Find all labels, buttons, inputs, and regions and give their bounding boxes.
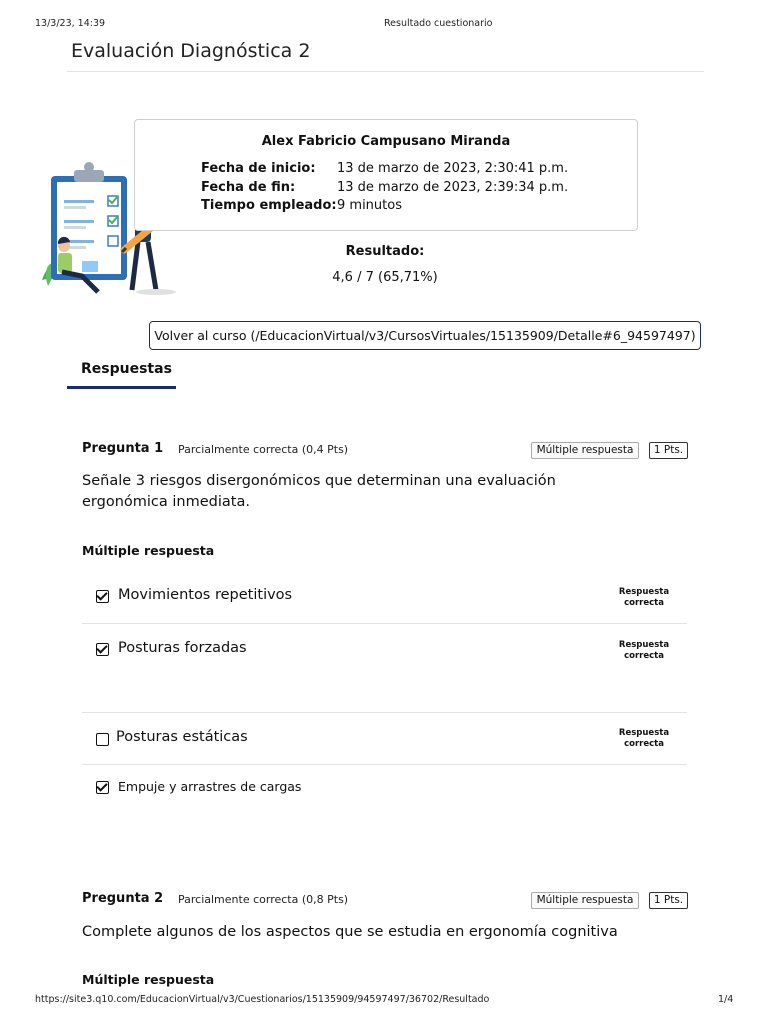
print-page-count: 1/4: [718, 994, 734, 1005]
question-1-number: Pregunta 1: [82, 441, 164, 456]
tab-respuestas[interactable]: [67, 358, 176, 387]
question-2-answer-type: Múltiple respuesta: [82, 972, 215, 987]
answer-option-text: Movimientos repetitivos: [118, 587, 293, 603]
result-value: 4,6 / 7 (65,71%): [332, 270, 438, 285]
print-url: https://site3.q10.com/EducacionVirtual/v3/Cuestionarios/15135909/94597497/36702/Resultado: [35, 994, 490, 1005]
result-label: Resultado:: [345, 244, 425, 259]
checkbox-checked-icon[interactable]: [96, 781, 109, 794]
time-spent-value: 9 minutos: [337, 198, 402, 213]
back-to-course-button[interactable]: Volver al curso (/EducacionVirtual/v3/CursosVirtuales/15135909/Detalle#6_94597497): [149, 321, 701, 350]
student-name: Alex Fabricio Campusano Miranda: [261, 134, 511, 149]
title-divider: [67, 71, 704, 72]
question-1-answer-type: Múltiple respuesta: [82, 543, 215, 558]
time-spent-label: Tiempo empleado:: [201, 198, 337, 213]
active-tab-indicator: [67, 386, 176, 389]
answer-option: [82, 572, 687, 623]
checkbox-unchecked-icon[interactable]: [96, 733, 109, 746]
answer-option-text: Posturas forzadas: [118, 640, 247, 656]
question-2-points-badge: 1 Pts.: [649, 892, 688, 909]
question-2-text: Complete algunos de los aspectos que se estudia en ergonomía cognitiva: [82, 924, 618, 940]
answer-option-text: Posturas estáticas: [116, 729, 248, 745]
start-date-value: 13 de marzo de 2023, 2:30:41 p.m.: [337, 161, 569, 176]
end-date-value: 13 de marzo de 2023, 2:39:34 p.m.: [337, 180, 569, 195]
answer-option: [82, 765, 687, 805]
end-date-label: Fecha de fin:: [201, 180, 296, 195]
answer-feedback: Respuesta correcta: [618, 587, 670, 608]
question-2-number: Pregunta 2: [82, 891, 164, 906]
tab-respuestas-label: Respuestas: [81, 361, 172, 377]
page-title: Evaluación Diagnóstica 2: [71, 40, 311, 62]
answer-feedback: Respuesta correcta: [618, 728, 670, 749]
question-1-type-badge: Múltiple respuesta: [531, 442, 639, 459]
attempt-summary-card: [134, 119, 638, 231]
question-2-status: Parcialmente correcta (0,8 Pts): [178, 893, 349, 906]
start-date-label: Fecha de inicio:: [201, 161, 316, 176]
answer-option-text: Empuje y arrastres de cargas: [118, 779, 302, 794]
print-page-name: Resultado cuestionario: [384, 18, 493, 29]
question-1-status: Parcialmente correcta (0,4 Pts): [178, 443, 349, 456]
answer-option: [82, 713, 687, 764]
checkbox-checked-icon[interactable]: [96, 643, 109, 656]
question-2-type-badge: Múltiple respuesta: [531, 892, 639, 909]
question-1-text: Señale 3 riesgos disergonómicos que determinan una evaluación ergonómica inmediata.: [82, 473, 556, 510]
answer-option: [82, 624, 687, 712]
answer-feedback: Respuesta correcta: [618, 640, 670, 661]
print-datetime: 13/3/23, 14:39: [35, 18, 106, 29]
checkbox-checked-icon[interactable]: [96, 590, 109, 603]
question-1-points-badge: 1 Pts.: [649, 442, 688, 459]
